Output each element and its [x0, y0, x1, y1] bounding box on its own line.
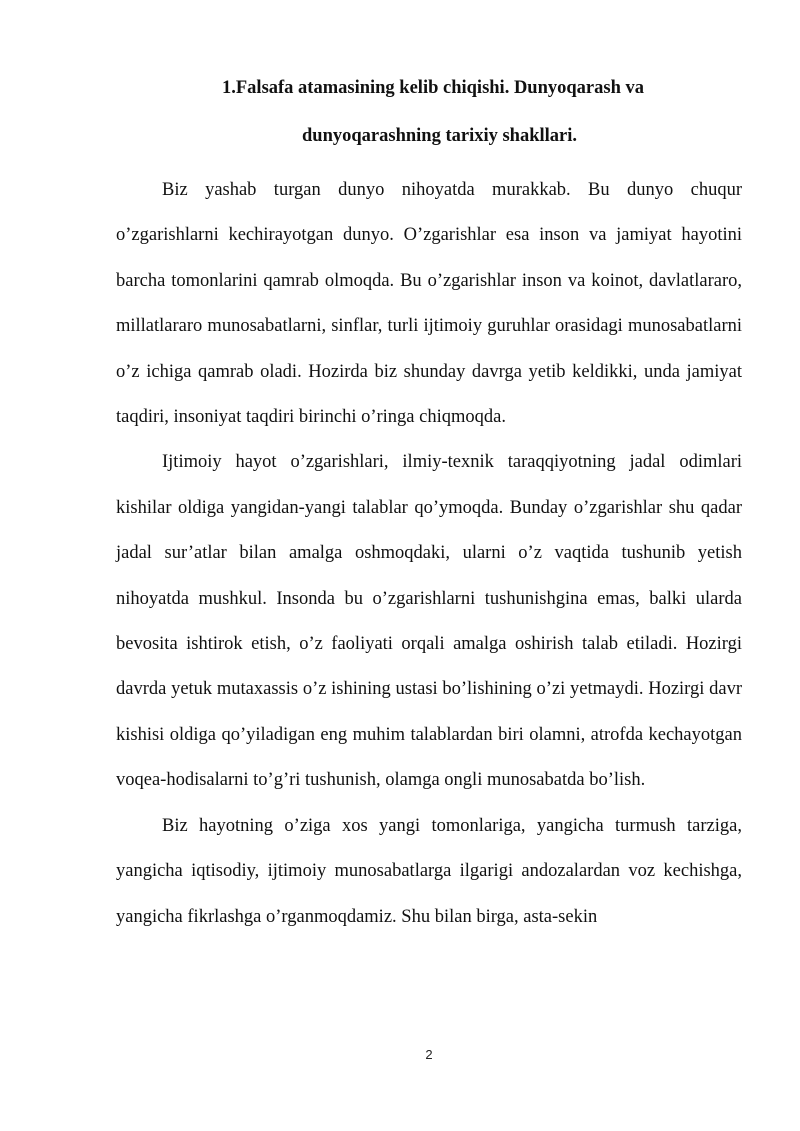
- body-text: [116, 168, 742, 940]
- paragraph-2: Ijtimoiy hayot o’zgarishlari, ilmiy-texnik taraqqiyotning jadal odimlari kishilar oldiga yangidan-yangi talablar qo’ymoqda. Bunday o’zgarishlar shu qadar jadal sur’atlar bilan amalga oshmoqdaki, ularni o’z vaqtida tushunib yetish nihoyatda mushkul. Insonda bu o’zgarishlarni tushunishgina emas, balki ularda bevosita ishtirok etish, o’z faoliyati orqali amalga oshirish talab etiladi. Hozirgi davrda yetuk mutaxassis o’z ishining ustasi bo’lishining o’zi yetmaydi. Hozirgi davr kishisi oldiga qo’yiladigan eng muhim talablardan biri olamni, atrofda kechayotgan voqea-hodisalarni to’g’ri tushunish, olamga ongli munosabatda bo’lish.: [116, 452, 742, 791]
- paragraph-3: Biz hayotning o’ziga xos yangi tomonlariga, yangicha turmush tarziga, yangicha iqtisodiy, ijtimoiy munosabatlarga ilgarigi andozalardan voz kechishga, yangicha fikrlashga o’rganmoqdamiz. Shu bilan birga, asta-sekin: [116, 815, 742, 927]
- page-number: 2: [425, 1047, 433, 1062]
- paragraph-1: Biz yashab turgan dunyo nihoyatda murakkab. Bu dunyo chuqur o’zgarishlarni kechirayotgan dunyo. O’zgarishlar esa inson va jamiyat hayotini barcha tomonlarini qamrab olmoqda. Bu o’zgarishlar inson va koinot, davlatlararo, millatlararo munosabatlarni, sinflar, turli ijtimoiy guruhlar orasidagi munosabatlarni o’z ichiga qamrab oladi. Hozirda biz shunday davrga yetib keldikki, unda jamiyat taqdiri, insoniyat taqdiri birinchi o’ringa chiqmoqda.: [116, 180, 742, 428]
- section-title-line-1: 1.Falsafa atamasining kelib chiqishi. Dunyoqarash va: [222, 78, 644, 98]
- section-title-line-2: dunyoqarashning tarixiy shakllari.: [302, 126, 578, 146]
